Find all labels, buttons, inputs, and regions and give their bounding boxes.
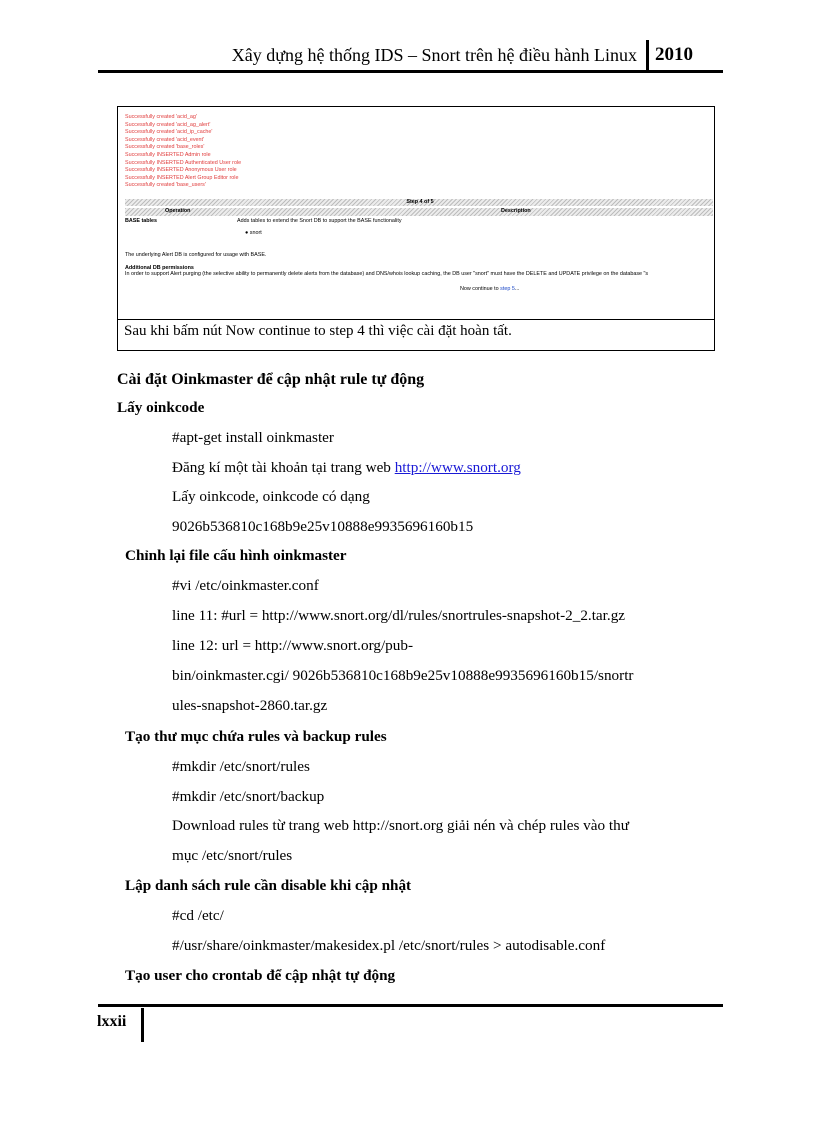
oinkcode-value: 9026b536810c168b9e25v10888e9935696160b15 (172, 518, 474, 535)
log-line: Successfully created 'base_roles' (125, 144, 205, 151)
subheading-disable: Lập danh sách rule cần disable khi cập nhật (125, 877, 412, 894)
line12-c: ules-snapshot-2860.tar.gz (172, 697, 328, 714)
log-line: Successfully created 'acid_event' (125, 136, 205, 143)
cmd-makesidex: #/usr/share/oinkmaster/makesidex.pl /etc/snort/rules > autodisable.conf (172, 937, 606, 954)
row-operation: BASE tables (125, 218, 158, 224)
bullet-text: snort (249, 230, 262, 236)
register-line (172, 459, 521, 477)
continue-suffix: ... (514, 286, 520, 292)
snort-link[interactable]: http://www.snort.org (394, 459, 521, 476)
subheading-config: Chỉnh lại file cấu hình oinkmaster (125, 547, 347, 564)
cmd-mkdir-rules: #mkdir /etc/snort/rules (172, 758, 310, 775)
header-rule (98, 70, 723, 73)
additional-text: In order to support Alert purging (the selective ability to permanently delete alerts from the database) and DNS/whois lookup caching, the DB user "snort" must have the DELETE and UPDATE privilege on the database "s (125, 271, 649, 277)
table-header (125, 208, 713, 216)
page-header (98, 40, 723, 72)
log-line: Successfully created 'acid_ag' (125, 114, 197, 120)
embedded-screenshot (119, 108, 713, 319)
cmd-cd: #cd /etc/ (172, 907, 224, 924)
step5-link[interactable]: step 5 (500, 286, 515, 292)
log-line: Successfully INSERTED Admin role (125, 151, 211, 158)
oinkcode-text: Lấy oinkcode, oinkcode có dạng (172, 488, 370, 505)
step-banner: Step 4 of 5 (125, 199, 713, 206)
register-text: Đăng kí một tài khoản tại trang web (172, 459, 391, 476)
header-title: Xây dựng hệ thống IDS – Snort trên hệ điều hành Linux (231, 45, 637, 65)
cmd-vi: #vi /etc/oinkmaster.conf (172, 577, 319, 594)
footer-rule (98, 1004, 723, 1007)
configured-text: The underlying Alert DB is configured for usage with BASE. (125, 252, 267, 258)
page-number: lxxii (97, 1013, 127, 1030)
line11: line 11: #url = http://www.snort.org/dl/rules/snortrules-snapshot-2_2.tar.gz (172, 607, 626, 624)
continue-line (460, 286, 519, 294)
figure-caption: Sau khi bấm nút Now continue to step 4 thì việc cài đặt hoàn tất. (124, 323, 512, 339)
log-line: Successfully INSERTED Anonymous User role (125, 167, 237, 174)
row-description: Adds tables to extend the Snort DB to support the BASE functionality (237, 218, 402, 224)
download-b: mục /etc/snort/rules (172, 847, 293, 864)
log-line: Successfully created 'acid_ip_cache' (125, 129, 213, 136)
cmd-mkdir-backup: #mkdir /etc/snort/backup (172, 788, 325, 805)
subheading-oinkcode: Lấy oinkcode (117, 399, 205, 416)
install-log (125, 114, 241, 190)
log-line: Successfully created 'acid_ag_alert' (125, 121, 211, 128)
col-operation: Operation (165, 208, 191, 214)
header-separator (646, 40, 649, 72)
figure-box (117, 106, 715, 351)
line12-a: line 12: url = http://www.snort.org/pub- (172, 637, 414, 654)
bullet-item: ● snort (245, 230, 262, 236)
section-title: Cài đặt Oinkmaster để cập nhật rule tự động (117, 371, 425, 388)
subheading-dirs: Tạo thư mục chứa rules và backup rules (125, 728, 387, 745)
col-description: Description (501, 208, 531, 214)
footer-separator (141, 1008, 144, 1042)
cmd-install: #apt-get install oinkmaster (172, 429, 334, 446)
log-line: Successfully INSERTED Alert Group Editor role (125, 174, 239, 181)
continue-text: Now continue to (460, 286, 499, 292)
subheading-crontab: Tạo user cho crontab để cập nhật tự động (125, 967, 396, 984)
additional-title: Additional DB permissions (125, 265, 194, 271)
log-line: Successfully created 'base_users' (125, 182, 206, 189)
caption-divider (118, 319, 714, 320)
download-a: Download rules từ trang web http://snort.org giải nén và chép rules vào thư (172, 817, 629, 834)
header-year: 2010 (655, 44, 693, 65)
log-line: Successfully INSERTED Authenticated User role (125, 159, 242, 166)
line12-b: bin/oinkmaster.cgi/ 9026b536810c168b9e25v10888e9935696160b15/snortr (172, 667, 634, 684)
